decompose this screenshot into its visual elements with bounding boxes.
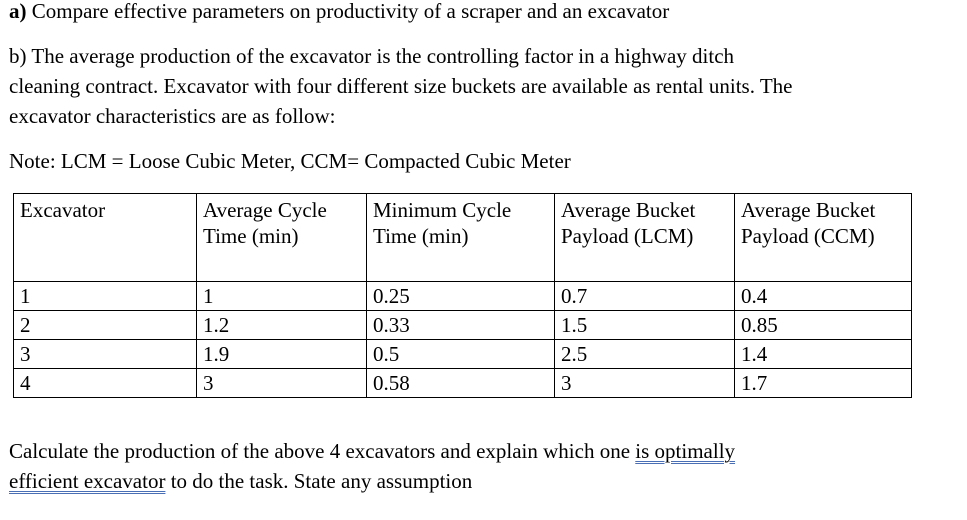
underlined-phrase: efficient excavator [9,469,166,493]
cell-minimum-cycle-time: 0.5 [367,340,555,369]
cell-average-cycle-time: 1.9 [197,340,367,369]
part-b-line-3: excavator characteristics are as follow: [9,104,336,128]
part-a-question [9,0,669,26]
cell-payload-ccm: 0.85 [735,311,912,340]
cell-payload-lcm: 2.5 [555,340,735,369]
table-row [14,369,912,398]
table-row [14,311,912,340]
abbreviation-note: Note: LCM = Loose Cubic Meter, CCM= Compacted Cubic Meter [9,149,571,173]
calculation-line-2 [9,466,472,496]
header-payload-ccm: Average Bucket Payload (CCM) [735,194,912,282]
cell-payload-ccm: 1.7 [735,369,912,398]
cell-payload-lcm: 3 [555,369,735,398]
cell-minimum-cycle-time: 0.58 [367,369,555,398]
part-a-label: a) [9,0,27,23]
part-b-line-2: cleaning contract. Excavator with four different size buckets are available as rental units. The [9,74,793,98]
cell-minimum-cycle-time: 0.25 [367,282,555,311]
cell-payload-ccm: 1.4 [735,340,912,369]
cell-payload-lcm: 0.7 [555,282,735,311]
header-payload-lcm: Average Bucket Payload (LCM) [555,194,735,282]
cell-minimum-cycle-time: 0.33 [367,311,555,340]
calculation-line-1 [9,436,735,466]
part-b-line-1: b) The average production of the excavator is the controlling factor in a highway ditch [9,44,735,68]
header-average-cycle-time: Average Cycle Time (min) [197,194,367,282]
underlined-phrase: is optimally [635,439,736,463]
cell-average-cycle-time: 1 [197,282,367,311]
cell-excavator: 1 [14,282,197,311]
cell-average-cycle-time: 3 [197,369,367,398]
table-row [14,282,912,311]
cell-excavator: 3 [14,340,197,369]
table-row [14,340,912,369]
excavator-characteristics-table [13,193,912,398]
cell-excavator: 2 [14,311,197,340]
part-a-text: Compare effective parameters on productivity of a scraper and an excavator [26,0,670,23]
header-excavator: Excavator [14,194,197,282]
table-header-row [14,194,912,282]
header-minimum-cycle-time: Minimum Cycle Time (min) [367,194,555,282]
cell-average-cycle-time: 1.2 [197,311,367,340]
calculation-text: to do the task. State any assumption [165,469,473,493]
cell-payload-lcm: 1.5 [555,311,735,340]
calculation-text: Calculate the production of the above 4 excavators and explain which one [9,439,636,463]
cell-payload-ccm: 0.4 [735,282,912,311]
cell-excavator: 4 [14,369,197,398]
